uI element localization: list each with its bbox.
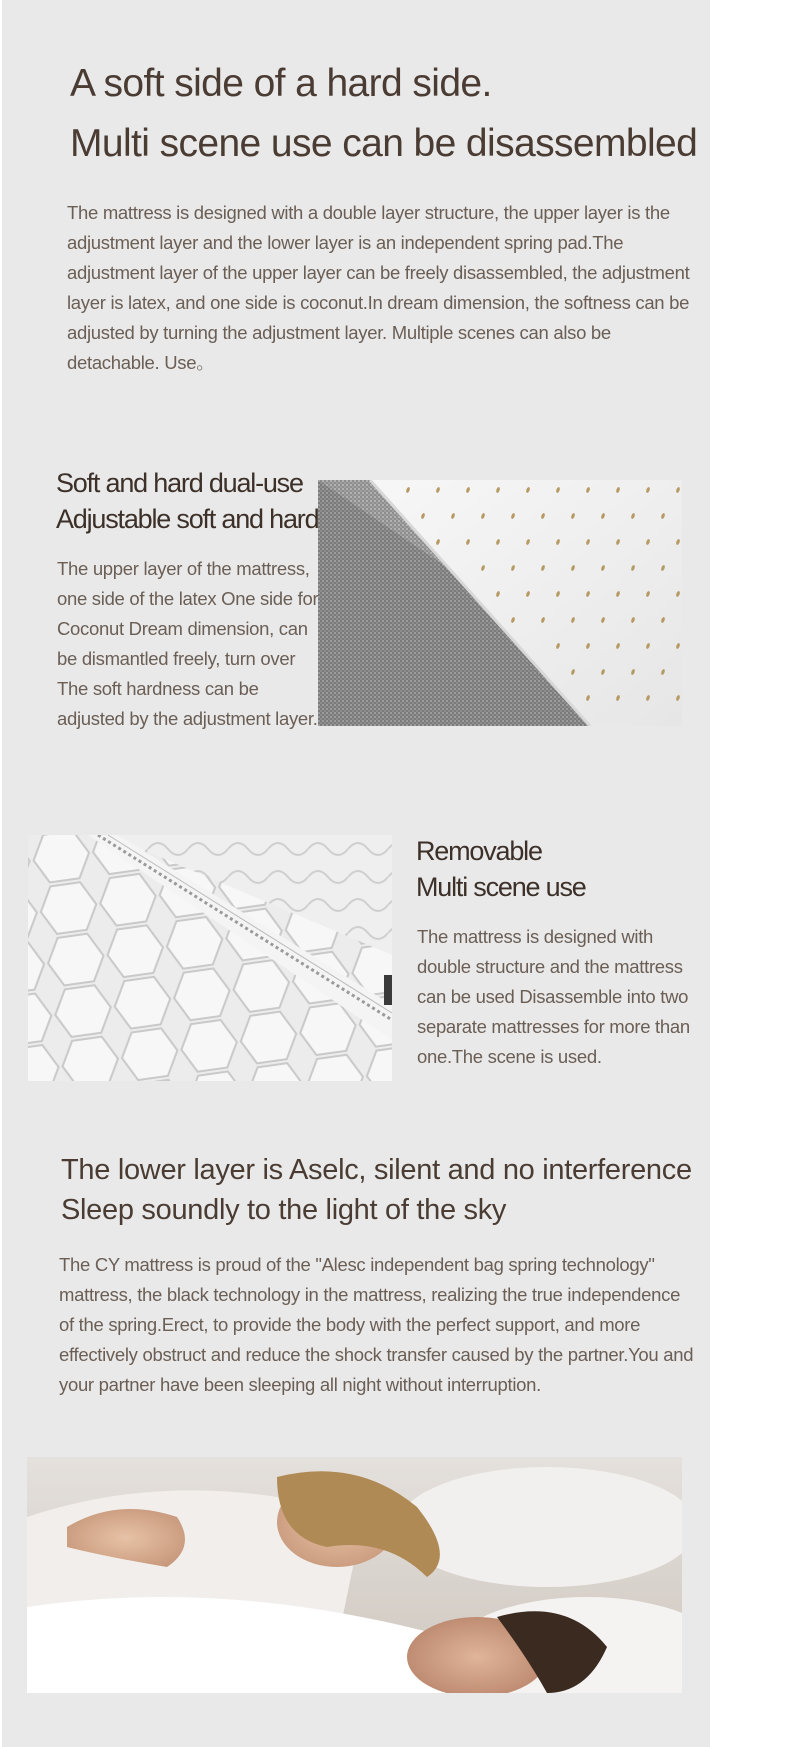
intro-body: The mattress is designed with a double layer structure, the upper layer is the adjustment layer and the lower layer is an independent spring pad.The adjustment layer of the upper layer can be freely disassembled, the adjustment layer is latex, and one side is coconut.In dream dimension, the softness can be adjusted by turning the adjustment layer. Multiple scenes can also be detachable. Use。 [67, 202, 690, 373]
mattress-quilted-edge-image [28, 835, 392, 1081]
removable-title-line2: Multi scene use [416, 872, 586, 902]
content-panel [2, 0, 710, 1747]
removable-body: The mattress is designed with double structure and the mattress can be used Disassemble into two separate mattresses for more than one.The scene is used. [417, 926, 690, 1067]
soft-hard-body: The upper layer of the mattress, one side of the latex One side for Coconut Dream dimension, can be dismantled freely, turn over The soft hardness can be adjusted by the adjustment layer. [57, 558, 319, 729]
soft-hard-title-line2: Adjustable soft and hard [56, 504, 319, 534]
soft-hard-title-line1: Soft and hard dual-use [56, 468, 303, 498]
sleeping-couple-photo [27, 1457, 682, 1693]
removable-title-line1: Removable [416, 836, 542, 866]
intro-title-line1: A soft side of a hard side. [70, 62, 492, 105]
latex-coconut-layer-image [318, 480, 682, 726]
spring-title-line2: Sleep soundly to the light of the sky [61, 1194, 507, 1226]
spring-title-line1: The lower layer is Aselc, silent and no interference [61, 1154, 692, 1186]
intro-title-line2: Multi scene use can be disassembled [70, 122, 698, 165]
spring-body: The CY mattress is proud of the "Alesc independent bag spring technology" mattress, the black technology in the mattress, realizing the true independence of the spring.Erect, to provide the body with the perfect support, and more effectively obstruct and reduce the shock transfer caused by the partner.You and your partner have been sleeping all night without interruption. [59, 1254, 694, 1395]
